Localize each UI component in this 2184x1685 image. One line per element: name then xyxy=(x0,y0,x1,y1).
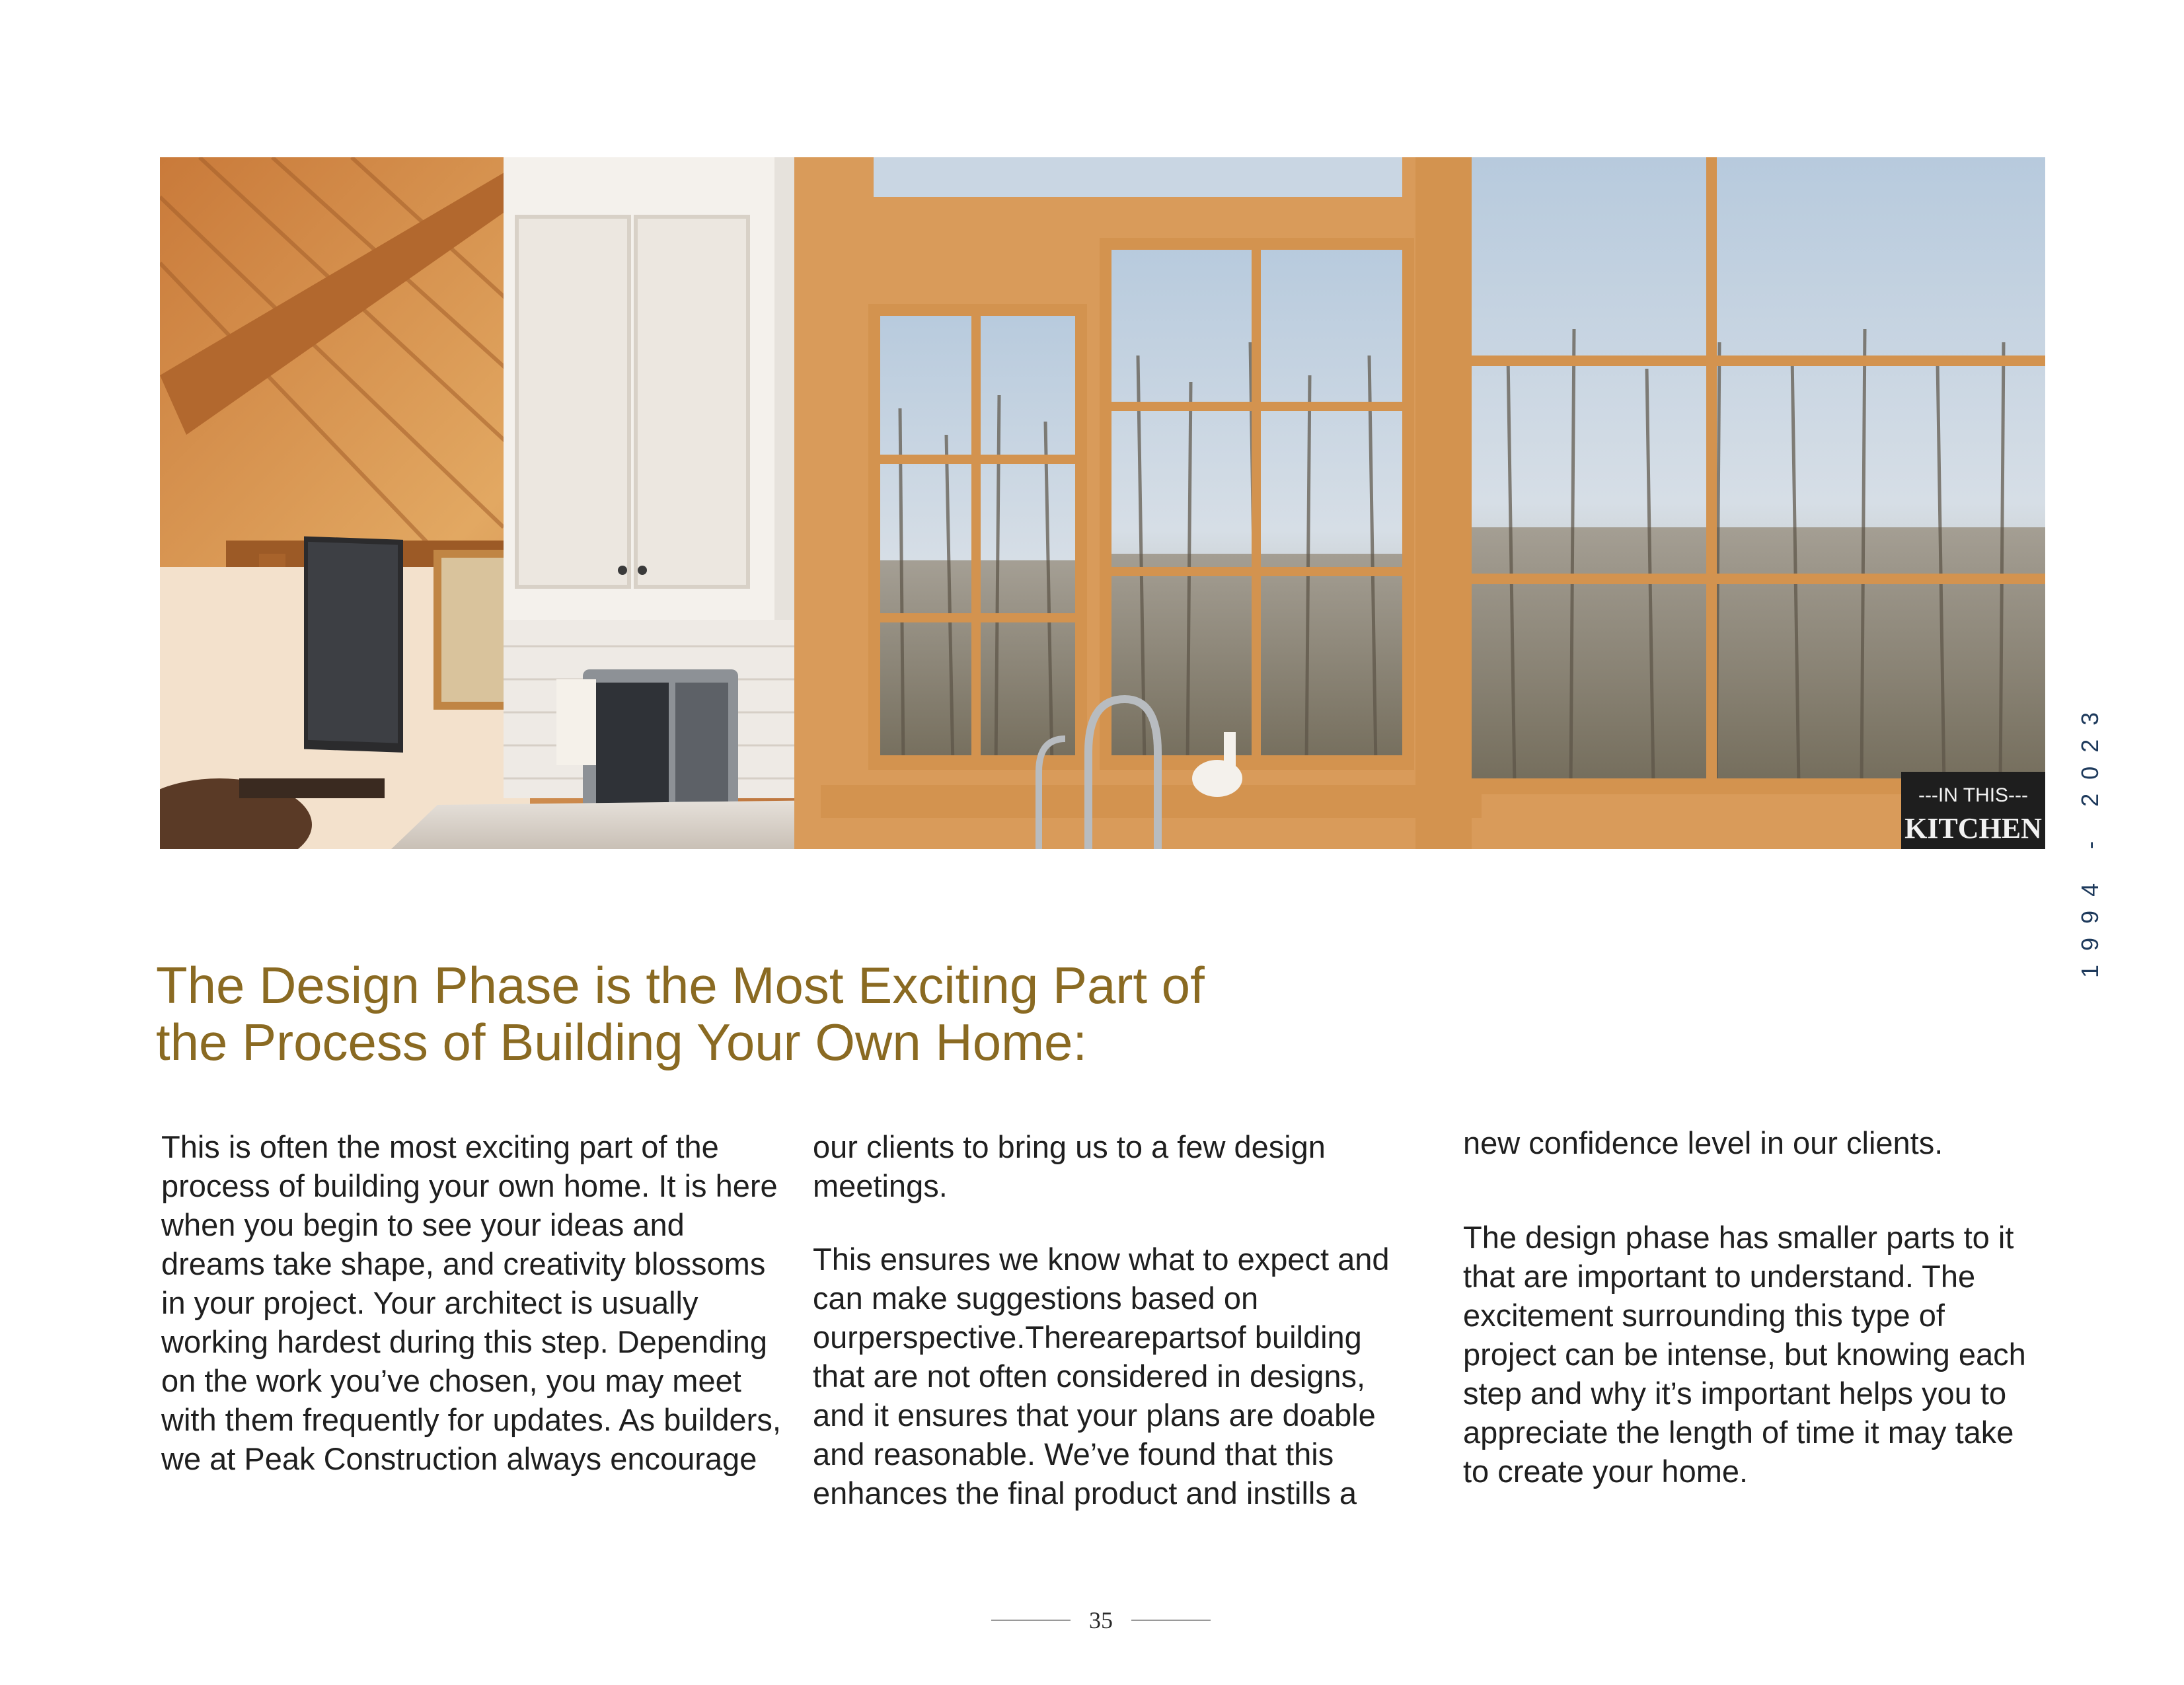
column-3-paragraph-2: The design phase has smaller parts to it that are important to understand. The excitement surrounding this type of project can be intense, but knowing each step and why it’s important helps you to appreciate the length of time it may take to create your home. xyxy=(1463,1220,2026,1489)
hero-photo xyxy=(160,157,2045,849)
text-column-2 xyxy=(813,1127,1421,1513)
year-range: 1994 - 2023 xyxy=(2076,698,2103,978)
column-2-paragraph-2: This ensures we know what to expect and can make suggestions based on ourperspective.Therearepartsof building that are not often considered in designs, and it ensures that your plans are doable and reasonable. We’ve found that this enhances the final product and instills a xyxy=(813,1242,1390,1511)
page-footer xyxy=(989,1600,1213,1640)
svg-text:---IN THIS---: ---IN THIS--- xyxy=(1918,784,2029,806)
kitchen-sign xyxy=(1901,772,2045,849)
heading-line-1: The Design Phase is the Most Exciting Part of xyxy=(156,956,1205,1014)
text-column-3 xyxy=(1463,1123,2045,1491)
kitchen-window-illustration xyxy=(160,157,2045,849)
text-column-1 xyxy=(161,1127,796,1478)
footer-rule-right xyxy=(1131,1620,1211,1621)
svg-text:KITCHEN: KITCHEN xyxy=(1904,812,2042,844)
column-1-paragraph: This is often the most exciting part of the process of building your own home. It is here when you begin to see your ideas and dreams take shape, and creativity blossoms in your project. Your architect is usually working hardest during this step. Depending on the work you’ve chosen, you may meet with them frequently for updates. As builders, we at Peak Construction always encourage xyxy=(161,1129,781,1476)
footer-rule-left xyxy=(991,1620,1071,1621)
page-heading xyxy=(156,957,1412,1070)
page-number: 35 xyxy=(1089,1607,1113,1633)
column-3-paragraph-1: new confidence level in our clients. xyxy=(1463,1125,1943,1160)
column-2-paragraph-1: our clients to bring us to a few design meetings. xyxy=(813,1129,1326,1203)
heading-line-2: the Process of Building Your Own Home: xyxy=(156,1013,1088,1071)
